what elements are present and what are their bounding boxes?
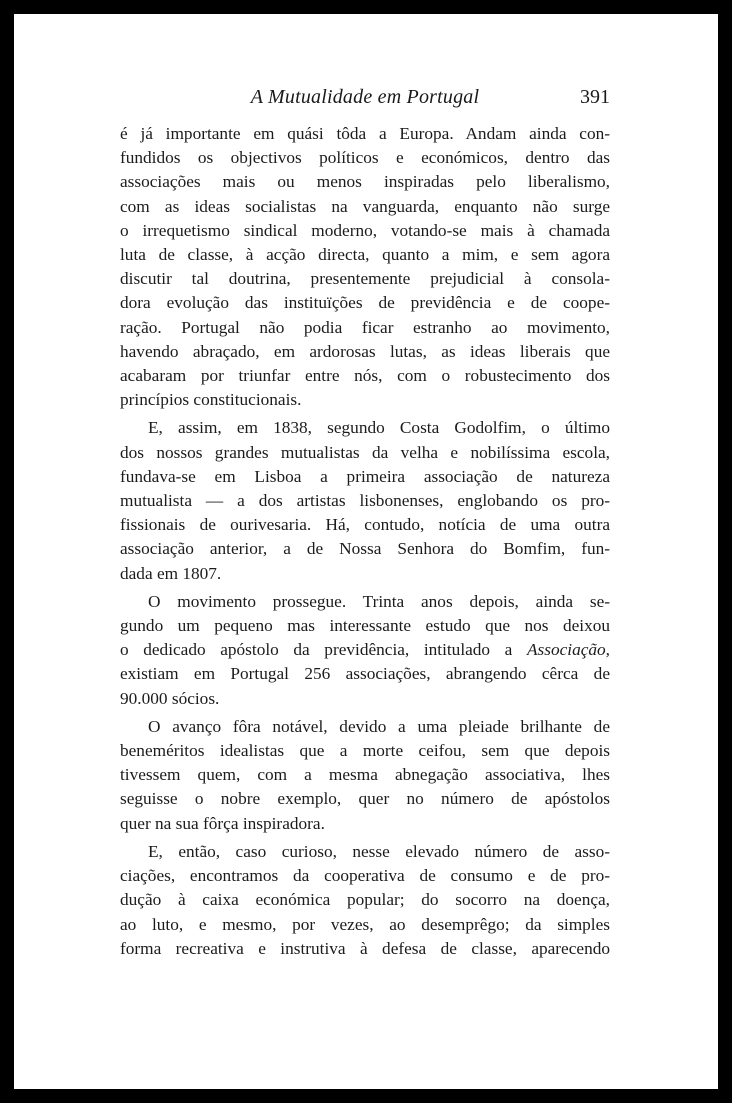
text-line: 90.000 sócios. <box>120 688 220 708</box>
text-line: fissionais de ourivesaria. Há, contudo, notícia de uma outra <box>120 515 610 535</box>
text-line: acabaram por triunfar entre nós, com o robustecimento dos <box>120 366 610 386</box>
text-line: gundo um pequeno mas interessante estudo que nos deixou <box>120 616 610 636</box>
text-line: discutir tal doutrina, presentemente prejudicial à consola- <box>120 269 610 289</box>
text-line: dução à caixa económica popular; do socorro na doença, <box>120 890 610 910</box>
book-page <box>14 14 718 1089</box>
italic-title: Associação, <box>526 640 610 660</box>
text-line: forma recreativa e instrutiva à defesa de classe, aparecendo <box>120 938 610 958</box>
text-line: ciações, encontramos da cooperativa de consumo e de pro- <box>120 866 610 886</box>
text-line: ração. Portugal não podia ficar estranho ao movimento, <box>120 317 610 337</box>
text-line: fundava-se em Lisboa a primeira associação de natureza <box>120 466 610 486</box>
paragraph <box>120 715 610 836</box>
text-line: tivessem quem, com a mesma abnegação associativa, lhes <box>120 765 610 785</box>
text-line: com as ideas socialistas na vanguarda, enquanto não surge <box>120 196 610 216</box>
text-line: seguisse o nobre exemplo, quer no número de apóstolos <box>120 789 610 809</box>
running-title: A Mutualidade em Portugal <box>250 86 480 108</box>
text-line: O avanço fôra notável, devido a uma pleiade brilhante de <box>148 716 610 736</box>
paragraph <box>120 590 610 711</box>
text-line: mutualista — a dos artistas lisbonenses, englobando os pro- <box>120 491 610 511</box>
text-line: beneméritos idealistas que a morte ceifou, sem que depois <box>120 741 610 761</box>
text-line: dora evolução das instituïções de previdência e de coope- <box>120 293 610 313</box>
body-text <box>120 122 610 965</box>
text-line: dada em 1807. <box>120 563 222 583</box>
text-line: associações mais ou menos inspiradas pelo liberalismo, <box>120 172 610 192</box>
paragraph <box>120 122 610 412</box>
page-header <box>120 86 610 116</box>
text-line: quer na sua fôrça inspiradora. <box>120 813 325 833</box>
text-line: luta de classe, à acção directa, quanto a mim, e sem agora <box>120 245 610 265</box>
text-line: associação anterior, a de Nossa Senhora do Bomfim, fun- <box>120 539 610 559</box>
page-number: 391 <box>580 86 610 108</box>
paragraph <box>120 840 610 961</box>
text-line: E, então, caso curioso, nesse elevado número de asso- <box>148 841 610 861</box>
text-line: ao luto, e mesmo, por vezes, ao desemprêgo; da simples <box>120 914 610 934</box>
paragraph <box>120 416 610 585</box>
text-line-part: o dedicado apóstolo da previdência, intitulado a <box>120 640 513 660</box>
text-line: dos nossos grandes mutualistas da velha e nobilíssima escola, <box>120 442 610 462</box>
text-line: existiam em Portugal 256 associações, abrangendo cêrca de <box>120 664 610 684</box>
text-line: princípios constitucionais. <box>120 390 302 410</box>
text-line: fundidos os objectivos políticos e económicos, dentro das <box>120 148 610 168</box>
text-line: o irrequetismo sindical moderno, votando-se mais à chamada <box>120 220 610 240</box>
text-line: O movimento prossegue. Trinta anos depois, ainda se- <box>148 591 610 611</box>
text-line: E, assim, em 1838, segundo Costa Godolfim, o último <box>148 418 610 438</box>
text-line: havendo abraçado, em ardorosas lutas, as ideas liberais que <box>120 341 610 361</box>
text-line: é já importante em quási tôda a Europa. Andam ainda con- <box>120 124 610 143</box>
text-line-with-title <box>120 638 610 662</box>
